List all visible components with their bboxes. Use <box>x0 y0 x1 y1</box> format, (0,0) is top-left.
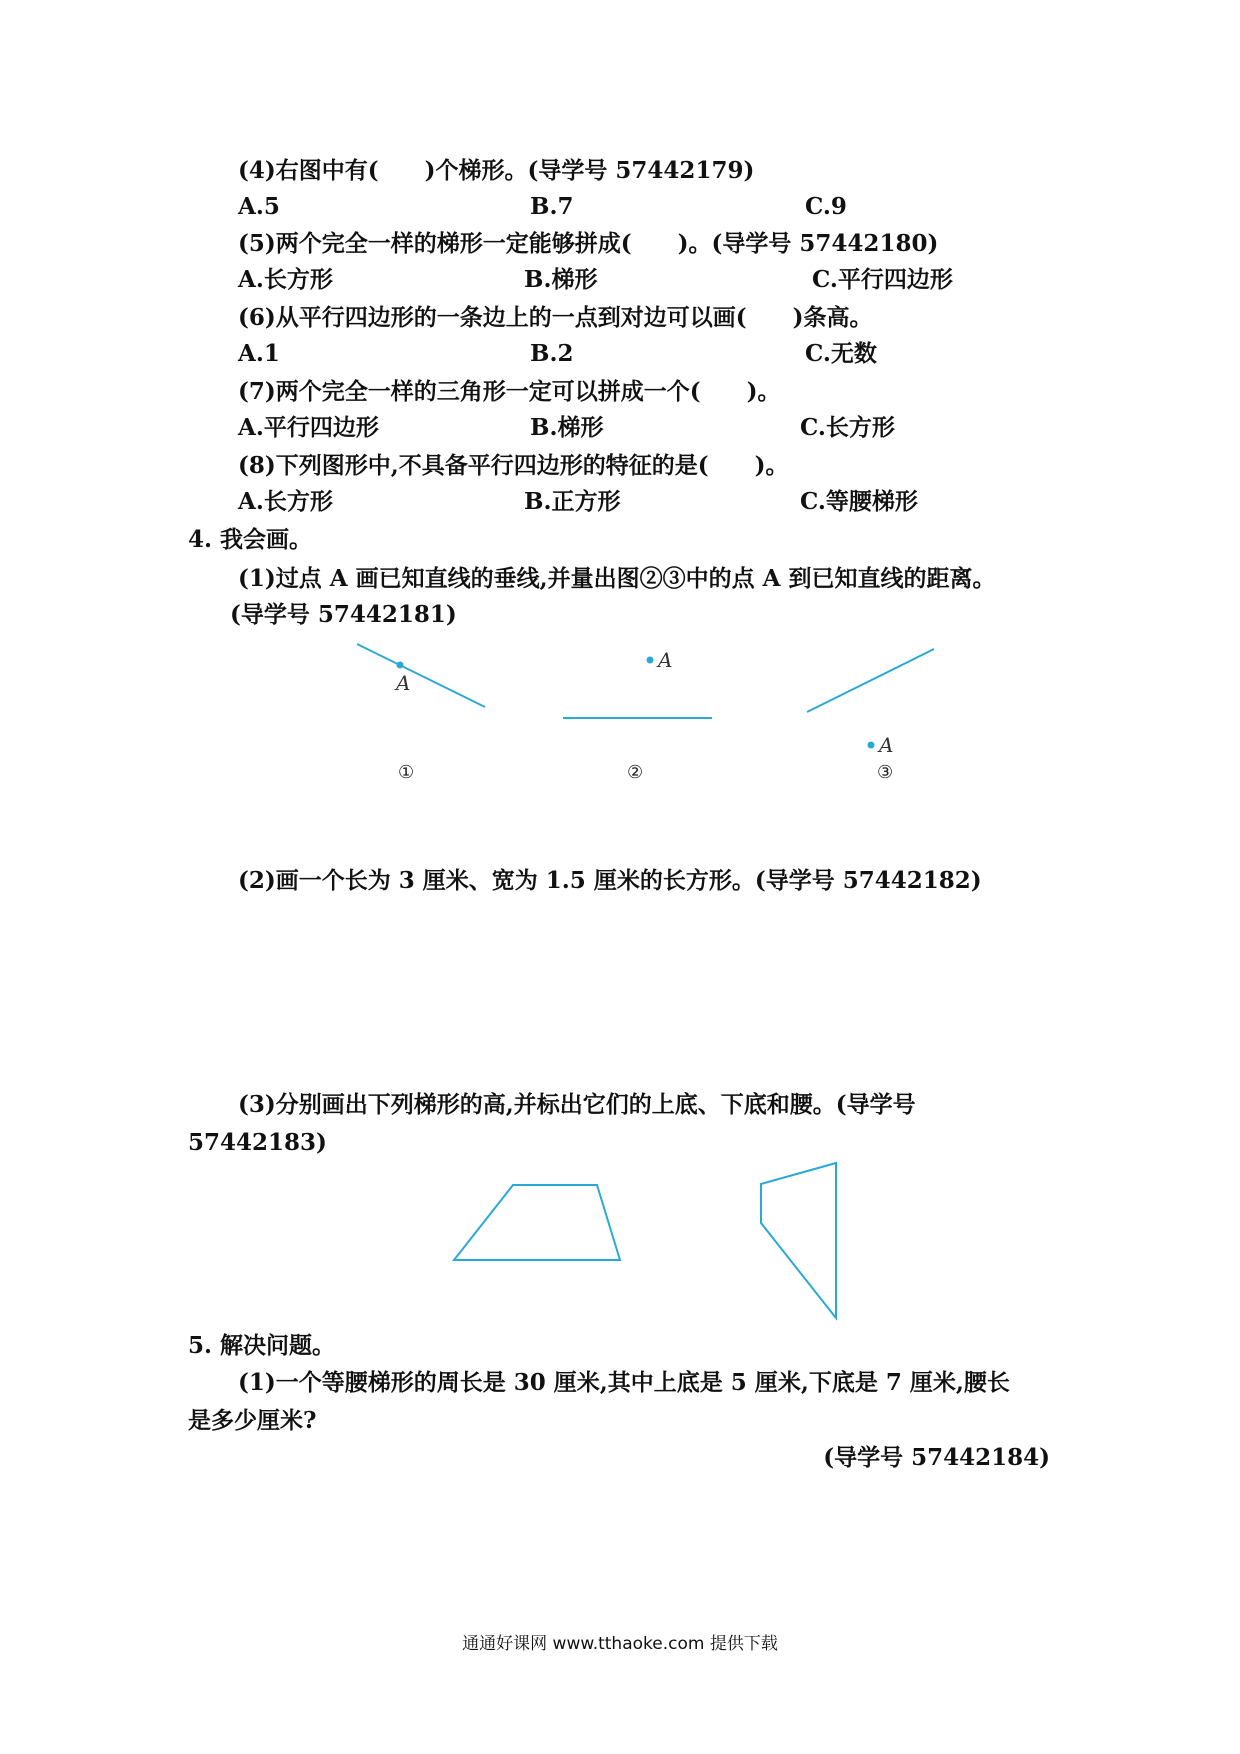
trapezoid-1 <box>454 1185 620 1260</box>
q5-part1-line2: 是多少厘米? <box>188 1407 317 1434</box>
q3-item-7-option-b: B.梯形 <box>530 414 604 441</box>
q3-item-8-option-c: C.等腰梯形 <box>800 488 918 515</box>
figure-1 <box>357 644 485 783</box>
q3-item-6-option-c: C.无数 <box>805 340 877 367</box>
figure-2-point-label: A <box>658 648 673 672</box>
q3-item-6-option-a: A.1 <box>238 340 280 367</box>
q4-part2: (2)画一个长为 3 厘米、宽为 1.5 厘米的长方形。(导学号 57442182) <box>238 867 982 894</box>
figure-2-caption: ② <box>627 762 644 783</box>
figure-3-line <box>807 649 934 712</box>
figure-1-point-a <box>397 662 404 669</box>
q3-item-6-stem: (6)从平行四边形的一条边上的一点到对边可以画( )条高。 <box>238 304 873 331</box>
q3-item-7-option-c: C.长方形 <box>800 414 895 441</box>
q3-item-8-option-a: A.长方形 <box>238 488 333 515</box>
q4-part3-line1: (3)分别画出下列梯形的高,并标出它们的上底、下底和腰。(导学号 <box>238 1091 916 1118</box>
q3-item-4-option-b: B.7 <box>530 193 574 220</box>
figure-3-point-a <box>868 742 875 749</box>
q3-item-4-option-c: C.9 <box>805 193 847 220</box>
figure-3-point-label: A <box>879 733 894 757</box>
figure-2-point-a <box>647 657 654 664</box>
figure-1-caption: ① <box>398 762 415 783</box>
q3-item-7-stem: (7)两个完全一样的三角形一定可以拼成一个( )。 <box>238 378 781 405</box>
q3-item-5-stem: (5)两个完全一样的梯形一定能够拼成( )。(导学号 57442180) <box>238 230 939 257</box>
q3-item-7-option-a: A.平行四边形 <box>238 414 379 441</box>
q3-item-4-stem: (4)右图中有( )个梯形。(导学号 57442179) <box>238 157 755 184</box>
figure-2 <box>563 648 712 783</box>
figure-1-line <box>357 644 485 707</box>
figure-3-caption: ③ <box>877 762 894 783</box>
q3-item-5-option-c: C.平行四边形 <box>812 266 953 293</box>
q5-part1-ref: (导学号 57442184) <box>823 1444 1050 1471</box>
q3-item-8-stem: (8)下列图形中,不具备平行四边形的特征的是( )。 <box>238 452 789 479</box>
q5-heading: 5. 解决问题。 <box>188 1332 336 1359</box>
q3-item-6-option-b: B.2 <box>530 340 574 367</box>
q4-part1-line2: (导学号 57442181) <box>230 601 457 628</box>
q4-part3-line2: 57442183) <box>188 1129 327 1156</box>
q4-part1-line1: (1)过点 A 画已知直线的垂线,并量出图②③中的点 A 到已知直线的距离。 <box>238 565 996 592</box>
q3-item-5-option-b: B.梯形 <box>524 266 598 293</box>
q3-item-5-option-a: A.长方形 <box>238 266 333 293</box>
figure-1-point-label: A <box>396 671 411 695</box>
figure-3 <box>807 649 934 783</box>
footer-download-note: 通通好课网 www.tthaoke.com 提供下载 <box>462 1634 778 1654</box>
trapezoid-2 <box>761 1163 836 1318</box>
q5-part1-line1: (1)一个等腰梯形的周长是 30 厘米,其中上底是 5 厘米,下底是 7 厘米,腰长 <box>238 1369 1010 1396</box>
q4-heading: 4. 我会画。 <box>188 526 313 553</box>
q3-item-8-option-b: B.正方形 <box>524 488 621 515</box>
q3-item-4-option-a: A.5 <box>238 193 280 220</box>
